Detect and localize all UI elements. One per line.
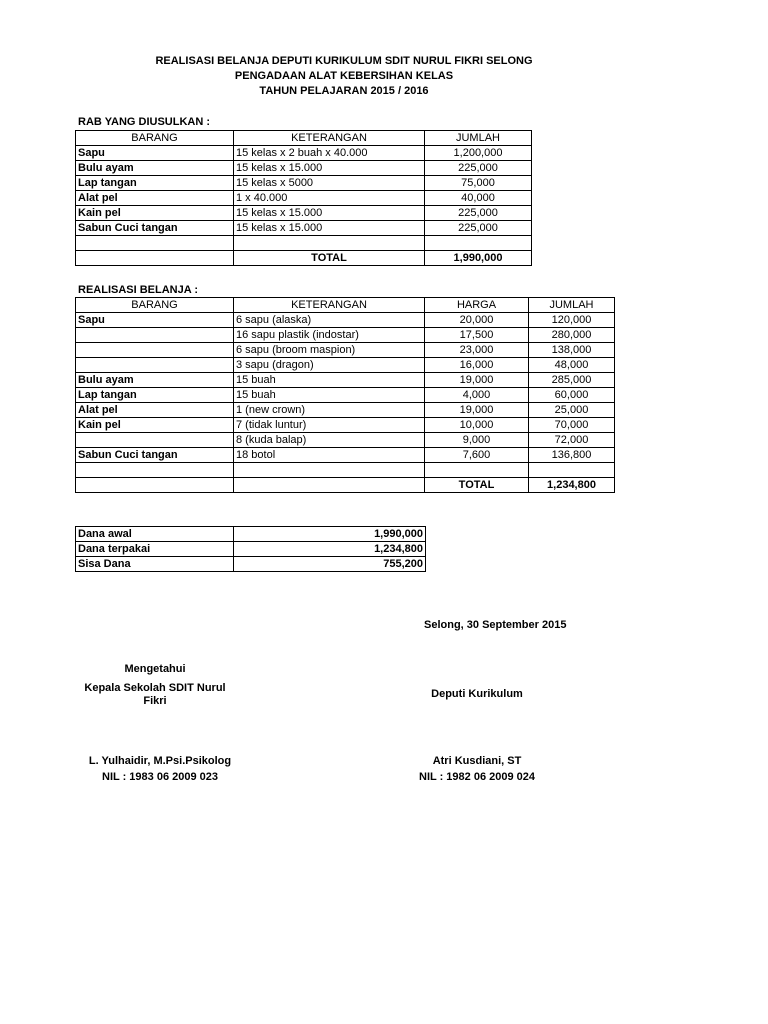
realisasi-cell: 16 sapu plastik (indostar) [234, 328, 425, 343]
place-date: Selong, 30 September 2015 [424, 619, 567, 631]
realisasi-cell: 25,000 [529, 403, 615, 418]
realisasi-cell [425, 463, 529, 478]
table-row [76, 557, 426, 572]
realisasi-cell: 6 sapu (alaska) [234, 313, 425, 328]
rab-cell: Bulu ayam [76, 161, 234, 176]
realisasi-cell: Sabun Cuci tangan [76, 448, 234, 463]
table-row [76, 527, 426, 542]
rab-cell: 1,200,000 [425, 146, 532, 161]
rab-cell: 15 kelas x 2 buah x 40.000 [234, 146, 425, 161]
realisasi-cell: 17,500 [425, 328, 529, 343]
realisasi-header-row [76, 298, 615, 313]
table-row [76, 388, 615, 403]
table-row [76, 146, 532, 161]
realisasi-cell: 138,000 [529, 343, 615, 358]
rab-cell: Sabun Cuci tangan [76, 221, 234, 236]
realisasi-header-keterangan: KETERANGAN [234, 298, 425, 313]
left-signer-title [70, 682, 240, 708]
table-row [76, 191, 532, 206]
rab-cell: 15 kelas x 15.000 [234, 161, 425, 176]
rab-table [75, 130, 532, 266]
title-line-3: TAHUN PELAJARAN 2015 / 2016 [259, 85, 429, 97]
realisasi-cell: 7,600 [425, 448, 529, 463]
realisasi-cell: 20,000 [425, 313, 529, 328]
title-line-2: PENGADAAN ALAT KEBERSIHAN KELAS [234, 70, 454, 82]
left-signer-nip: NIL : 1983 06 2009 023 [102, 771, 218, 783]
realisasi-cell: 15 buah [234, 388, 425, 403]
right-signer-title: Deputi Kurikulum [431, 688, 523, 700]
rab-cell: Alat pel [76, 191, 234, 206]
realisasi-cell: 7 (tidak luntur) [234, 418, 425, 433]
title-line-1: REALISASI BELANJA DEPUTI KURIKULUM SDIT NURUL FIKRI SELONG [155, 55, 533, 67]
summary-value: 1,990,000 [234, 527, 426, 542]
realisasi-cell: 18 botol [234, 448, 425, 463]
rab-section-label: RAB YANG DIUSULKAN : [78, 116, 211, 128]
table-row [76, 448, 615, 463]
realisasi-cell [234, 478, 425, 493]
rab-header-jumlah: JUMLAH [425, 131, 532, 146]
rab-header-barang: BARANG [76, 131, 234, 146]
right-signer-nip: NIL : 1982 06 2009 024 [419, 771, 535, 783]
left-signer-title-line-2: Fikri [143, 695, 167, 707]
realisasi-header-barang: BARANG [76, 298, 234, 313]
realisasi-cell: 72,000 [529, 433, 615, 448]
realisasi-cell: 19,000 [425, 373, 529, 388]
rab-total-label: TOTAL [234, 251, 425, 266]
realisasi-cell: 6 sapu (broom maspion) [234, 343, 425, 358]
rab-cell: 225,000 [425, 206, 532, 221]
realisasi-cell: 136,800 [529, 448, 615, 463]
rab-cell: 15 kelas x 15.000 [234, 206, 425, 221]
rab-total-row [76, 251, 532, 266]
rab-total-value: 1,990,000 [425, 251, 532, 266]
realisasi-cell [234, 463, 425, 478]
realisasi-cell: 4,000 [425, 388, 529, 403]
rab-cell: 225,000 [425, 161, 532, 176]
table-row [76, 433, 615, 448]
realisasi-total-label: TOTAL [425, 478, 529, 493]
table-row [76, 373, 615, 388]
table-row [76, 161, 532, 176]
summary-label: Dana awal [76, 527, 234, 542]
table-row [76, 221, 532, 236]
rab-cell: Sapu [76, 146, 234, 161]
table-row [76, 358, 615, 373]
rab-cell: 1 x 40.000 [234, 191, 425, 206]
realisasi-cell: 120,000 [529, 313, 615, 328]
realisasi-cell: 60,000 [529, 388, 615, 403]
rab-cell: 225,000 [425, 221, 532, 236]
left-signer-name: L. Yulhaidir, M.Psi.Psikolog [88, 755, 232, 767]
realisasi-cell [76, 328, 234, 343]
summary-label: Dana terpakai [76, 542, 234, 557]
realisasi-cell: Alat pel [76, 403, 234, 418]
realisasi-cell: 48,000 [529, 358, 615, 373]
summary-label: Sisa Dana [76, 557, 234, 572]
realisasi-cell: 3 sapu (dragon) [234, 358, 425, 373]
table-row [76, 176, 532, 191]
rab-cell: 15 kelas x 5000 [234, 176, 425, 191]
table-row [76, 206, 532, 221]
table-row [76, 403, 615, 418]
rab-cell: 15 kelas x 15.000 [234, 221, 425, 236]
table-row [76, 418, 615, 433]
left-acknowledge: Mengetahui [124, 663, 186, 675]
table-row [76, 313, 615, 328]
realisasi-header-harga: HARGA [425, 298, 529, 313]
realisasi-cell [76, 433, 234, 448]
summary-value: 755,200 [234, 557, 426, 572]
realisasi-cell: Lap tangan [76, 388, 234, 403]
realisasi-total-row [76, 478, 615, 493]
table-row [76, 236, 532, 251]
realisasi-total-value: 1,234,800 [529, 478, 615, 493]
realisasi-cell: 1 (new crown) [234, 403, 425, 418]
realisasi-cell: 19,000 [425, 403, 529, 418]
rab-header-row [76, 131, 532, 146]
table-row [76, 328, 615, 343]
realisasi-cell: 285,000 [529, 373, 615, 388]
realisasi-cell: Bulu ayam [76, 373, 234, 388]
realisasi-cell [76, 343, 234, 358]
realisasi-cell: 70,000 [529, 418, 615, 433]
realisasi-cell: 8 (kuda balap) [234, 433, 425, 448]
table-row [76, 463, 615, 478]
realisasi-cell: 16,000 [425, 358, 529, 373]
rab-cell: Lap tangan [76, 176, 234, 191]
summary-value: 1,234,800 [234, 542, 426, 557]
realisasi-cell: Kain pel [76, 418, 234, 433]
rab-cell: Kain pel [76, 206, 234, 221]
summary-table [75, 526, 426, 572]
rab-cell [425, 236, 532, 251]
realisasi-header-jumlah: JUMLAH [529, 298, 615, 313]
left-signer-title-line-1: Kepala Sekolah SDIT Nurul [84, 682, 226, 694]
realisasi-table [75, 297, 615, 493]
document-title [0, 54, 688, 99]
realisasi-cell [76, 463, 234, 478]
table-row [76, 542, 426, 557]
realisasi-section-label: REALISASI BELANJA : [78, 284, 198, 296]
realisasi-cell: 23,000 [425, 343, 529, 358]
realisasi-cell: 15 buah [234, 373, 425, 388]
realisasi-cell: 9,000 [425, 433, 529, 448]
rab-cell: 75,000 [425, 176, 532, 191]
realisasi-cell: 280,000 [529, 328, 615, 343]
rab-header-keterangan: KETERANGAN [234, 131, 425, 146]
realisasi-cell: 10,000 [425, 418, 529, 433]
realisasi-cell [76, 358, 234, 373]
right-signer-name: Atri Kusdiani, ST [432, 755, 522, 767]
rab-cell: 40,000 [425, 191, 532, 206]
realisasi-cell [529, 463, 615, 478]
rab-cell [234, 236, 425, 251]
rab-cell [76, 236, 234, 251]
realisasi-cell: Sapu [76, 313, 234, 328]
realisasi-cell [76, 478, 234, 493]
table-row [76, 343, 615, 358]
rab-cell [76, 251, 234, 266]
